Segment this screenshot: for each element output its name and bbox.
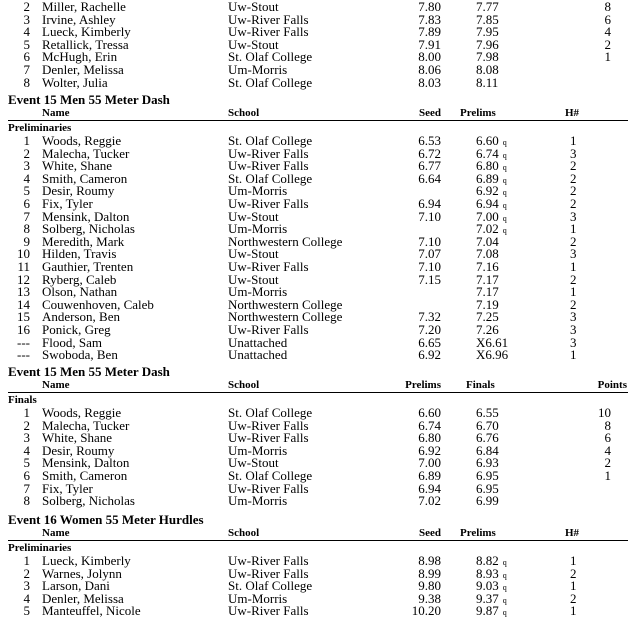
qualifier-mark: q bbox=[502, 595, 507, 605]
school-name: St. Olaf College bbox=[228, 74, 313, 90]
qualifier-mark: q bbox=[502, 201, 507, 210]
seed-time: 10.20 bbox=[411, 603, 441, 619]
prelim-time: 7.02 q bbox=[476, 221, 507, 237]
school-name: Uw-River Falls bbox=[228, 417, 309, 433]
heat-number: 3 bbox=[570, 208, 577, 224]
school-name: Uw-Stout bbox=[228, 271, 279, 287]
school-name: Um-Morris bbox=[228, 590, 288, 606]
seed-time: 7.15 bbox=[418, 271, 441, 287]
place-cell: 5 bbox=[23, 183, 30, 199]
school-name: Uw-River Falls bbox=[228, 480, 309, 496]
athlete-name: McHugh, Erin bbox=[42, 49, 118, 65]
points-header: Points bbox=[597, 379, 627, 391]
place-cell: 3 bbox=[23, 578, 30, 594]
heat-number: 2 bbox=[570, 590, 577, 606]
place-cell: 2 bbox=[23, 145, 30, 161]
prelim-time: 7.25 bbox=[476, 309, 499, 325]
school-name: Uw-River Falls bbox=[228, 196, 309, 211]
school-name: Uw-River Falls bbox=[228, 158, 309, 174]
heat-number: 1 bbox=[570, 553, 577, 568]
result-row bbox=[0, 469, 635, 482]
school-name: St. Olaf College bbox=[228, 468, 313, 483]
heat-number: 1 bbox=[570, 221, 577, 237]
school-header: School bbox=[228, 527, 260, 539]
heat-number: 1 bbox=[570, 578, 577, 594]
athlete-name: Wolter, Julia bbox=[42, 74, 108, 90]
points-value: 1 bbox=[604, 468, 611, 483]
school-name: Uw-Stout bbox=[228, 208, 279, 224]
seed-time: 7.89 bbox=[418, 24, 441, 40]
section-label: Preliminaries bbox=[8, 122, 72, 134]
prelim-time: X6.96 bbox=[476, 347, 509, 363]
school-name: Uw-River Falls bbox=[228, 553, 309, 568]
heat-number: 2 bbox=[570, 271, 577, 287]
school-header: School bbox=[228, 379, 260, 391]
place-cell: 3 bbox=[23, 11, 30, 27]
place-cell: 10 bbox=[17, 246, 30, 262]
final-time: 6.95 bbox=[476, 480, 499, 496]
qualifier-mark: q bbox=[502, 608, 507, 618]
place-cell: 9 bbox=[23, 233, 30, 249]
column-headers bbox=[0, 107, 635, 119]
place-cell: 4 bbox=[23, 442, 30, 458]
seed-header: Seed bbox=[419, 107, 441, 119]
place-cell: 5 bbox=[23, 603, 30, 619]
athlete-name: Olson, Nathan bbox=[42, 284, 118, 300]
prelim-time: 7.96 bbox=[476, 36, 499, 52]
school-name: Northwestern College bbox=[228, 296, 343, 312]
place-cell: 14 bbox=[17, 296, 30, 312]
heat-number: 2 bbox=[570, 183, 577, 199]
prelim-time: 7.00 q bbox=[476, 208, 507, 224]
school-name: Um-Morris bbox=[228, 493, 288, 509]
school-name: St. Olaf College bbox=[228, 405, 313, 420]
prelim-time: 7.17 bbox=[476, 284, 499, 300]
school-name: Northwestern College bbox=[228, 233, 343, 249]
prelim-time: 6.74 q bbox=[476, 145, 507, 161]
school-name: Uw-River Falls bbox=[228, 565, 309, 581]
qualifier-mark: q bbox=[502, 175, 507, 185]
prelim-time: X6.61 bbox=[476, 334, 509, 350]
school-name: Uw-Stout bbox=[228, 0, 279, 14]
final-time: 6.93 bbox=[476, 455, 499, 471]
place-cell: 4 bbox=[23, 170, 30, 186]
athlete-name: Gauthier, Trenten bbox=[42, 259, 134, 274]
finals-header: Finals bbox=[466, 379, 495, 391]
final-time: 6.70 bbox=[476, 417, 499, 433]
athlete-name: Miller, Rachelle bbox=[42, 0, 126, 14]
qualifier-mark: q bbox=[502, 163, 507, 173]
prelim-time: 6.89 bbox=[418, 468, 441, 483]
final-time: 6.99 bbox=[476, 493, 499, 509]
seed-time: 8.06 bbox=[418, 62, 441, 77]
result-row bbox=[0, 348, 635, 361]
place-cell: 4 bbox=[23, 24, 30, 40]
prelim-time: 7.26 bbox=[476, 322, 499, 337]
place-cell: 7 bbox=[23, 480, 30, 496]
athlete-name: Desir, Roumy bbox=[42, 442, 115, 458]
school-name: St. Olaf College bbox=[228, 49, 313, 65]
prelims-header: Prelims bbox=[460, 107, 496, 119]
prelim-time: 7.19 bbox=[476, 296, 499, 312]
points-value: 6 bbox=[604, 430, 611, 446]
header-rule bbox=[8, 392, 628, 393]
points-value: 4 bbox=[604, 24, 611, 40]
athlete-name: Solberg, Nicholas bbox=[42, 493, 135, 509]
prelim-time: 9.87 q bbox=[476, 603, 507, 619]
points-value: 4 bbox=[604, 442, 611, 458]
athlete-name: Lueck, Kimberly bbox=[42, 553, 131, 568]
prelim-time: 7.16 bbox=[476, 259, 499, 274]
school-name: St. Olaf College bbox=[228, 133, 313, 148]
school-name: Uw-River Falls bbox=[228, 145, 309, 161]
prelim-time: 6.89 q bbox=[476, 170, 507, 186]
place-cell: 6 bbox=[23, 468, 30, 483]
prelim-time: 6.60 bbox=[418, 405, 441, 420]
prelim-time: 7.04 bbox=[476, 233, 499, 249]
final-time: 6.84 bbox=[476, 442, 499, 458]
seed-time: 7.10 bbox=[418, 233, 441, 249]
seed-time: 7.32 bbox=[418, 309, 441, 325]
athlete-name: Desir, Roumy bbox=[42, 183, 115, 199]
athlete-name: Woods, Reggie bbox=[42, 405, 122, 420]
prelim-time: 6.80 bbox=[418, 430, 441, 446]
athlete-name: Hilden, Travis bbox=[42, 246, 117, 262]
prelim-time: 7.00 bbox=[418, 455, 441, 471]
place-cell: 15 bbox=[17, 309, 30, 325]
seed-time: 7.83 bbox=[418, 11, 441, 27]
place-cell: 2 bbox=[23, 565, 30, 581]
qualifier-mark: q bbox=[502, 570, 507, 580]
seed-time: 8.00 bbox=[418, 49, 441, 65]
place-cell: 13 bbox=[17, 284, 30, 300]
athlete-name: Ponick, Greg bbox=[42, 322, 111, 337]
result-row bbox=[0, 76, 635, 89]
prelim-time: 8.82 q bbox=[476, 553, 507, 568]
prelims-header: Prelims bbox=[405, 379, 441, 391]
heat-number: 1 bbox=[570, 259, 577, 274]
school-name: Uw-River Falls bbox=[228, 24, 309, 40]
heat-header: H# bbox=[565, 527, 580, 539]
heat-number: 2 bbox=[570, 158, 577, 174]
school-name: St. Olaf College bbox=[228, 578, 313, 594]
seed-time: 6.65 bbox=[418, 334, 441, 350]
seed-time: 6.72 bbox=[418, 145, 441, 161]
school-name: Uw-Stout bbox=[228, 246, 279, 262]
school-name: Uw-Stout bbox=[228, 36, 279, 52]
points-value: 8 bbox=[604, 417, 611, 433]
school-name: Uw-River Falls bbox=[228, 603, 309, 619]
event-title: Event 15 Men 55 Meter Dash bbox=[8, 364, 170, 379]
final-time: 6.76 bbox=[476, 430, 499, 446]
heat-number: 1 bbox=[570, 284, 577, 300]
seed-time: 7.10 bbox=[418, 208, 441, 224]
points-value: 10 bbox=[598, 405, 611, 420]
heat-number: 1 bbox=[570, 603, 577, 619]
result-row bbox=[0, 604, 635, 617]
prelim-time: 7.08 bbox=[476, 246, 499, 262]
qualifier-mark: q bbox=[502, 150, 507, 160]
place-cell: 6 bbox=[23, 49, 30, 65]
event-title: Event 16 Women 55 Meter Hurdles bbox=[8, 512, 204, 527]
seed-time: 6.53 bbox=[418, 133, 441, 148]
school-name: Uw-Stout bbox=[228, 455, 279, 471]
place-cell: 3 bbox=[23, 430, 30, 446]
school-name: Um-Morris bbox=[228, 183, 288, 199]
prelim-time: 6.92 q bbox=[476, 183, 507, 199]
points-value: 8 bbox=[604, 0, 611, 14]
qualifier-mark: q bbox=[502, 213, 507, 223]
school-name: Um-Morris bbox=[228, 62, 288, 77]
athlete-name: Mensink, Dalton bbox=[42, 455, 130, 471]
place-cell: 2 bbox=[23, 0, 30, 14]
column-headers bbox=[0, 379, 635, 391]
school-header: School bbox=[228, 107, 260, 119]
heat-header: H# bbox=[565, 107, 580, 119]
place-cell: 8 bbox=[23, 221, 30, 237]
athlete-name: Fix, Tyler bbox=[42, 196, 93, 211]
place-cell: 16 bbox=[17, 322, 30, 337]
event-title: Event 15 Men 55 Meter Dash bbox=[8, 92, 170, 107]
place-cell: 7 bbox=[23, 62, 30, 77]
seed-time: 8.99 bbox=[418, 565, 441, 581]
place-cell: 7 bbox=[23, 208, 30, 224]
heat-number: 2 bbox=[570, 196, 577, 211]
seed-time: 6.77 bbox=[418, 158, 441, 174]
heat-number: 2 bbox=[570, 233, 577, 249]
seed-time: 7.20 bbox=[418, 322, 441, 337]
prelim-time: 7.98 bbox=[476, 49, 499, 65]
athlete-name: Solberg, Nicholas bbox=[42, 221, 135, 237]
athlete-name: Couwenhoven, Caleb bbox=[42, 296, 154, 312]
column-headers bbox=[0, 527, 635, 539]
athlete-name: Retallick, Tressa bbox=[42, 36, 129, 52]
prelim-time: 9.03 q bbox=[476, 578, 507, 594]
athlete-name: Swoboda, Ben bbox=[42, 347, 118, 363]
athlete-name: Mensink, Dalton bbox=[42, 208, 130, 224]
athlete-name: White, Shane bbox=[42, 158, 113, 174]
school-name: Uw-River Falls bbox=[228, 259, 309, 274]
final-time: 6.95 bbox=[476, 468, 499, 483]
athlete-name: Denler, Melissa bbox=[42, 62, 124, 77]
prelim-time: 6.80 q bbox=[476, 158, 507, 174]
athlete-name: White, Shane bbox=[42, 430, 113, 446]
heat-number: 1 bbox=[570, 133, 577, 148]
points-value: 6 bbox=[604, 11, 611, 27]
seed-time: 6.94 bbox=[418, 196, 441, 211]
prelim-time: 6.74 bbox=[418, 417, 441, 433]
place-cell: 5 bbox=[23, 36, 30, 52]
heat-number: 1 bbox=[570, 347, 577, 363]
athlete-name: Fix, Tyler bbox=[42, 480, 93, 496]
prelim-time: 6.94 q bbox=[476, 196, 507, 211]
prelim-time: 6.60 q bbox=[476, 133, 507, 148]
prelim-time: 7.17 bbox=[476, 271, 499, 287]
heat-number: 3 bbox=[570, 322, 577, 337]
seed-time: 6.92 bbox=[418, 347, 441, 363]
place-cell: 1 bbox=[23, 405, 30, 420]
seed-time: 9.38 bbox=[418, 590, 441, 606]
points-value: 2 bbox=[604, 36, 611, 52]
prelim-time: 9.37 q bbox=[476, 590, 507, 606]
prelims-header: Prelims bbox=[460, 527, 496, 539]
school-name: Um-Morris bbox=[228, 284, 288, 300]
athlete-name: Larson, Dani bbox=[42, 578, 110, 594]
place-cell: 8 bbox=[23, 74, 30, 90]
final-time: 6.55 bbox=[476, 405, 499, 420]
qualifier-mark: q bbox=[502, 138, 507, 147]
place-cell: 3 bbox=[23, 158, 30, 174]
prelim-time: 6.92 bbox=[418, 442, 441, 458]
place-cell: 8 bbox=[23, 493, 30, 509]
athlete-name: Malecha, Tucker bbox=[42, 145, 130, 161]
result-row bbox=[0, 494, 635, 507]
school-name: Uw-River Falls bbox=[228, 11, 309, 27]
name-header: Name bbox=[42, 527, 70, 539]
prelim-time: 7.95 bbox=[476, 24, 499, 40]
athlete-name: Irvine, Ashley bbox=[42, 11, 116, 27]
points-value: 1 bbox=[604, 49, 611, 65]
prelim-time: 8.93 q bbox=[476, 565, 507, 581]
header-rule bbox=[8, 120, 628, 121]
athlete-name: Denler, Melissa bbox=[42, 590, 124, 606]
athlete-name: Ryberg, Caleb bbox=[42, 271, 117, 287]
section-label: Preliminaries bbox=[8, 542, 72, 554]
seed-time: 7.91 bbox=[418, 36, 441, 52]
athlete-name: Woods, Reggie bbox=[42, 133, 122, 148]
athlete-name: Anderson, Ben bbox=[42, 309, 120, 325]
athlete-name: Smith, Cameron bbox=[42, 170, 128, 186]
athlete-name: Meredith, Mark bbox=[42, 233, 125, 249]
seed-time: 7.07 bbox=[418, 246, 441, 262]
result-row bbox=[0, 184, 635, 197]
school-name: Um-Morris bbox=[228, 221, 288, 237]
heat-number: 3 bbox=[570, 246, 577, 262]
place-cell: 12 bbox=[17, 271, 30, 287]
school-name: Unattached bbox=[228, 334, 288, 350]
place-cell: --- bbox=[17, 347, 30, 363]
athlete-name: Flood, Sam bbox=[42, 334, 102, 350]
heat-number: 3 bbox=[570, 334, 577, 350]
prelim-time: 7.02 bbox=[418, 493, 441, 509]
prelim-time: 7.77 bbox=[476, 0, 499, 14]
prelim-time: 8.08 bbox=[476, 62, 499, 77]
heat-number: 2 bbox=[570, 565, 577, 581]
name-header: Name bbox=[42, 107, 70, 119]
prelim-time: 7.85 bbox=[476, 11, 499, 27]
section-label: Finals bbox=[8, 394, 37, 406]
athlete-name: Smith, Cameron bbox=[42, 468, 128, 483]
qualifier-mark: q bbox=[502, 188, 507, 198]
place-cell: --- bbox=[17, 334, 30, 350]
athlete-name: Malecha, Tucker bbox=[42, 417, 130, 433]
header-rule bbox=[8, 540, 628, 541]
seed-time: 7.80 bbox=[418, 0, 441, 14]
place-cell: 4 bbox=[23, 590, 30, 606]
seed-time: 8.98 bbox=[418, 553, 441, 568]
athlete-name: Manteuffel, Nicole bbox=[42, 603, 141, 619]
athlete-name: Lueck, Kimberly bbox=[42, 24, 131, 40]
name-header: Name bbox=[42, 379, 70, 391]
school-name: Um-Morris bbox=[228, 442, 288, 458]
seed-time: 9.80 bbox=[418, 578, 441, 594]
heat-number: 2 bbox=[570, 170, 577, 186]
school-name: Uw-River Falls bbox=[228, 322, 309, 337]
school-name: Uw-River Falls bbox=[228, 430, 309, 446]
qualifier-mark: q bbox=[502, 583, 507, 593]
place-cell: 2 bbox=[23, 417, 30, 433]
place-cell: 6 bbox=[23, 196, 30, 211]
prelim-time: 8.11 bbox=[476, 74, 499, 90]
points-value: 2 bbox=[604, 455, 611, 471]
place-cell: 1 bbox=[23, 553, 30, 568]
place-cell: 1 bbox=[23, 133, 30, 148]
qualifier-mark: q bbox=[502, 558, 507, 567]
prelim-time: 6.94 bbox=[418, 480, 441, 496]
heat-number: 3 bbox=[570, 309, 577, 325]
seed-header: Seed bbox=[419, 527, 441, 539]
place-cell: 5 bbox=[23, 455, 30, 471]
school-name: Northwestern College bbox=[228, 309, 343, 325]
seed-time: 6.64 bbox=[418, 170, 441, 186]
seed-time: 7.10 bbox=[418, 259, 441, 274]
seed-time: 8.03 bbox=[418, 74, 441, 90]
school-name: Unattached bbox=[228, 347, 288, 363]
heat-number: 2 bbox=[570, 296, 577, 312]
place-cell: 11 bbox=[17, 259, 30, 274]
school-name: St. Olaf College bbox=[228, 170, 313, 186]
heat-number: 3 bbox=[570, 145, 577, 161]
athlete-name: Warnes, Jolynn bbox=[42, 565, 122, 581]
qualifier-mark: q bbox=[502, 226, 507, 236]
